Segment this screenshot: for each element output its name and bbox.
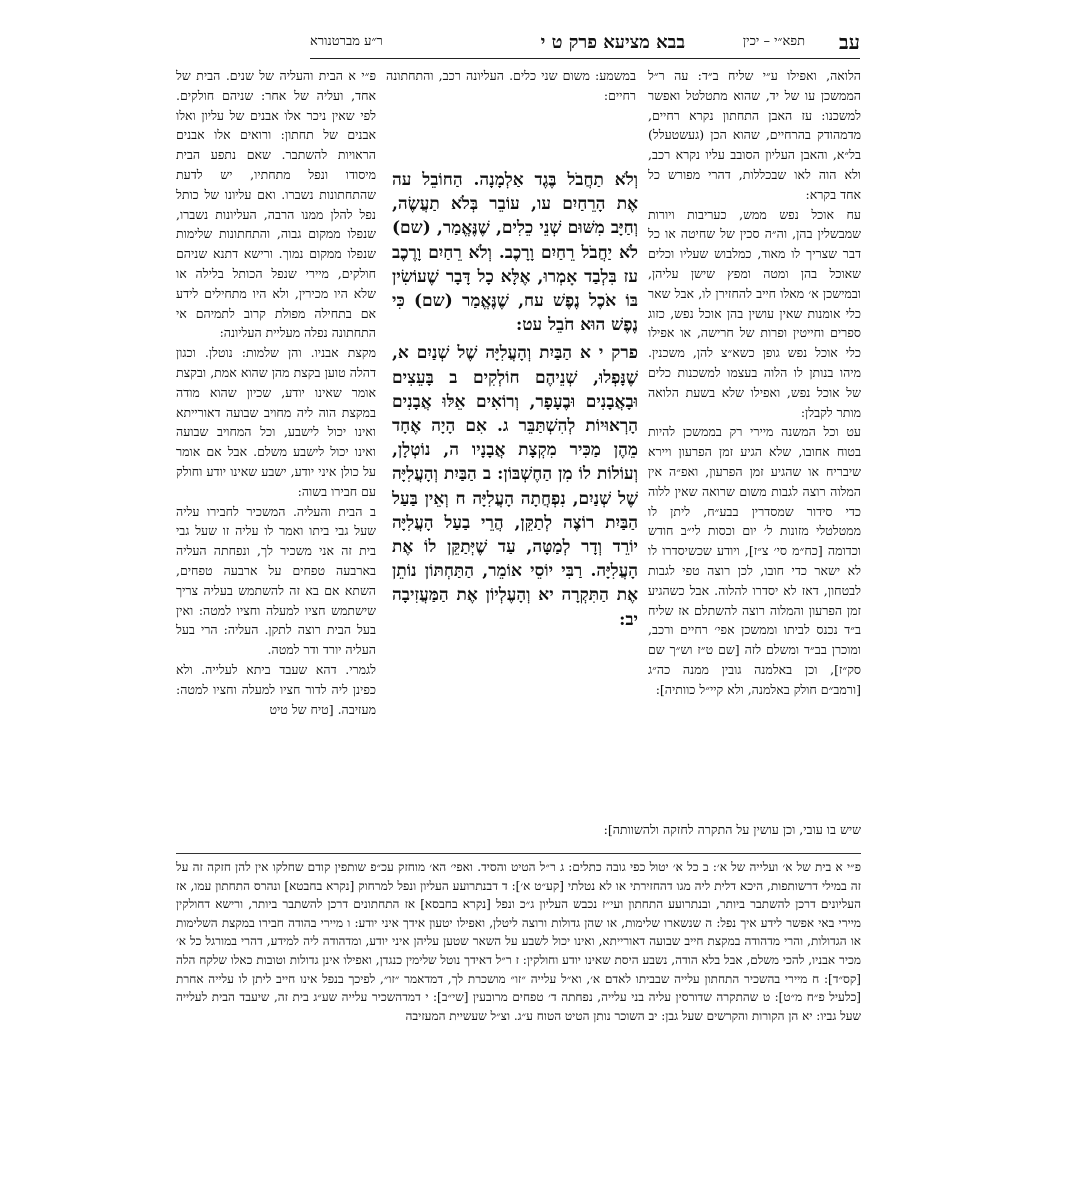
mishnah-paragraph: פרק י א הַבַּיִת וְהָעֲלִיָּה שֶׁל שְׁנַיִם א, שֶׁנָּפְלוּ, שְׁנֵיהֶם חוֹלְקִים ב בָּעֵצִים וּבָאֲבָנִים וּבֶעָפָר, וְרוֹאִים אֵלּוּ אֲבָנִים הָרְאוּיוֹת לְהִשְׁתַּבֵּר ג. אִם הָיָה אֶחָד מֵהֶן מַכִּיר מִקְצָת אֲבָנָיו ה, נוֹטְלָן, וְעוֹלוֹת לוֹ מִן הַחֶשְׁבּוֹן: ב הַבַּיִת וְהָעֲלִיָּה שֶׁל שְׁנַיִם, נִפְחֲתָה הָעֲלִיָּה ח וְאֵין בַּעַל הַבַּיִת רוֹצֶה לְתַקֵּן, הֲרֵי בַעַל הָעֲלִיָּה יוֹרֵד וְדָר לְמַטָּה, עַד שֶׁיְּתַקֵּן לוֹ אֶת הָעֲלִיָּה. רַבִּי יוֹסֵי אוֹמֵר, הַתַּחְתּוֹן נוֹתֵן אֶת הַתִּקְרָה יא וְהָעֶלְיוֹן אֶת הַמַּעֲזִיבָה יב: <box>392 343 638 630</box>
page-title: בבא מציעא פרק ט י <box>540 32 685 53</box>
commentary-paragraph: פ״י א הבית והעליה של שנים. הבית של אחד, ועליה של אחר: שניהם חולקים. לפי שאין ניכר אלו אבנים של עליון ואלו אבנים של תחתון: ורואים אלו אבנים הראויות להשתבר. שאם נתפע הבית מיסודו ונפל מתחתיו, יש לדעת שהתחתונות נשברו. ואם עליונו של כותל נפל להלן ממנו הרבה, העליונות נשברו, שנפלו ממקום גבוה, והתחתונות שלימות שנפלו ממקום נמוך. ורישא דתנא שניהם חולקים, מיירי שנפל הכותל בלילה או שלא היו מכירין, ולא היו מתחילים לידע אם בתחילה מפולת קרוב לתמיהם אי התחתונה נפלה מעליית העליונה: <box>176 68 376 341</box>
commentary-paragraph: הלואה, ואפילו ע״י שליח ב״ד: עה ר״ל הממשכן עו של יד, שהוא מתטלטל ואפשר למשכנו: עז האבן התחתון נקרא רחיים, מדמהודק בהרחיים, שהוא הכן (געשטעלל) בל״א, והאבן העליון הסובב עליו נקרא רכב, ולא הוה לאו שבכללות, דהרי מפורש כל אחד בקרא: <box>648 68 861 202</box>
page-number: עב <box>839 30 860 54</box>
right-commentary-column <box>648 66 861 828</box>
left-commentary-column <box>176 66 376 828</box>
commentary-paragraph: עט וכל המשנה מיירי רק בממשכן להיות בטוח אחובו, שלא הגיע זמן הפרעון ויירא שיבריח או שהגיע זמן הפרעון, ואפ״ה אין המלוה רוצה לגבות משום שרואה שאין ללוה כדי סידור שמסדרין בבע״ח, ליתן לו ממטלטלי מזונות ל׳ יום וכסות לי״ב חודש וכדומה [כח״מ סי׳ צ״ז], ויודע שכשיסדרו לו לא ישאר כדי חובו, לכן רוצה טפי לגבות לבטחון, דאז לא יסדרו להלוה. אבל כשהגיע זמן הפרעון והמלוה רוצה להשתלם אז שליח ב״ד נכנס לביתו וממשכן אפי׳ רחיים ורכב, ומוכרן בב״ד ומשלם לזה [שם ט״ז וש״ך שם סק״ז], וכן באלמנה גובין ממנה כה״ג [ורמב״ם חולק באלמנה, ולא קיי״ל כוותיה]: <box>648 424 861 697</box>
top-commentary: במשמע: משום שני כלים. העליונה רכב, והתחתונה רחיים: <box>386 68 636 103</box>
footer-paragraph: פ״י א בית של א׳ ועלייה של א׳: ב כל א׳ יטול כפי גובה כתלים: ג ר״ל הטיט והסיד. ואפי׳ הא׳ מוחזק עכ״פ שותפין קודם שחלקו אין להן חזקה זה על זה במילי דרשותפות, היכא דלית ליה מגו דהחזירתי או לא נטלתי [קע״ט א׳]: ד דבנתרועע העליון ונפל למרחוק [נקרא בחבטא] ונהרס התחתון עמו, אז העליונים דרכן להשתבר ביותר, ובנתרועע התחתון ועי״ז נכבש העליון ג״כ ונפל [נקרא בחבסא] אז התחתונים דרכן להשתבר ביותר, ורישא דחולקין מיירי באי אפשר לידע איך נפל: ה שנשארו שלימות, או שהן גדולות ורוצה ליטלן, ואפילו יטעון אידך איני יודע: ו מיירי בהודה חבירו במקצת השלימות או הגדולות, והרי מדהודה במקצת חייב שבועה דאורייתא, ואינו יכול לשבע על השאר שטען עליהן איני יודע, ומדהודה ליה למידע, דהרי במורגל כל א׳ מכיר אבניו, להכי משלם, אבל בלא הודה, נשבע היסת שאינו יודע וחולקין: ז ר״ל דאידך נוטל שלימין כנגדן, ואפילו אינן גדולות וטובות כאלו שלקח הלה [קס״ד]: ח מיירי בהשכיר התחתון עלייה שבביתו לאדם א׳, וא״ל עלייה ״זו״ מושכרת לך, דמדאמר ״זו״, לפיכך בנפל אינו חייב ליתן לו עלייה אחרת [כלעיל פ״ח מ״ט]: ט שהתקרה שדורסין עליה בני עלייה, נפחתה ד׳ טפחים מרובעין [שי״ב]: י דמדהשכיר עלייה שע״ג בית זה, שיעבד הבית לעלייה שעל גביו: יא הן הקורות והקרשים שעל גבן: יב השוכר נותן הטיט הטוח ע״ג. וצ״ל שעשיית המעזיבה <box>176 860 861 1023</box>
commentary-name: ר״ע מברטנורא <box>310 34 383 49</box>
mishnah-paragraph: וְלֹא תַחֲבֹל בֶּגֶד אַלְמָנָה. הַחוֹבֵל עה אֶת הָרֵחַיִם עו, עוֹבֵר בְּלֹא תַעֲשֶׂה, וְחַיָּב מִשּׁוּם שְׁנֵי כֵלִים, שֶׁנֶּאֱמַר, (שם) לֹא יַחֲבֹל רֵחַיִם וָרָכֶב. וְלֹא רֵחַיִם וָרֶכֶב עז בִּלְבַד אָמְרוּ, אֶלָּא כָל דָּבָר שֶׁעוֹשִׂין בּוֹ אֹכֶל נֶפֶשׁ עח, שֶׁנֶּאֱמַר (שם) כִּי נֶפֶשׁ הוּא חֹבֵל עט: <box>392 170 638 336</box>
header-divider <box>310 58 860 59</box>
mishnah-text <box>392 168 638 768</box>
commentary-paragraph: מקצת אבניו. והן שלמות: נוטלן. וכגון דהלה טוען בקצת מהן שהוא אמת, ובקצת אומר שאינו יודע, שכיון שהוא מודה במקצת הוה ליה מחויב שבועה דאורייתא ואינו יכול לישבע, וכל המחויב שבועה ואינו יכול לישבע משלם. אבל אם אומר על כולן איני יודע, ישבע שאינו יודע וחולק עם חבירו בשוה: <box>176 345 376 499</box>
continuation-line: שיש בו עובי, וכן עושין על התקרה לחזקה ולהשוותה]: <box>603 822 861 837</box>
footer-notes <box>176 858 861 1148</box>
footer-divider <box>176 853 861 854</box>
commentary-paragraph: לגמרי. דהא שעבד ביתא לעלייה. ולא כפינן ליה לדור חציו למעלה וחציו למטה: מעזיבה. [טיח של טיט <box>176 661 376 717</box>
page-header <box>310 30 860 56</box>
page-range: תפא״י – יכין <box>742 34 805 49</box>
commentary-paragraph: ב הבית והעליה. המשכיר לחבירו עליה שעל גבי ביתו ואמר לו עליה זו שעל גבי בית זה אני משכיר לך, ונפחתה העליה בארבעה טפחים על ארבעה טפחים, השתא אם בא זה להשתמש בעליה צריך שישתמש חציו למעלה וחציו למטה: ואין בעל הבית רוצה לתקן. העליה: הרי בעל העליה יורד ודר למטה. <box>176 503 376 658</box>
commentary-paragraph: עח אוכל נפש ממש, כעריבות ויורות שמבשלין בהן, וה״ה סכין של שחיטה או כל דבר שצריך לו מאוד, כמלבוש שעליו וכלים שאוכל בהן ומטה ומפץ שישן עליהן, ובמישכן א׳ מאלו חייב להחזירן לו, אבל שאר כלי אומנות שאין עושין בהן אוכל נפש, כזוג ספרים וחייטין ופרות של חרישה, או אפילו כלי אוכל נפש גופן כשא״צ להן, משכנין. מיהו בנותן לו הלוה בעצמו למשכנות כלים של אוכל נפש, ואפילו שלא בשעת הלואה מותר לקבלן: <box>648 206 861 420</box>
